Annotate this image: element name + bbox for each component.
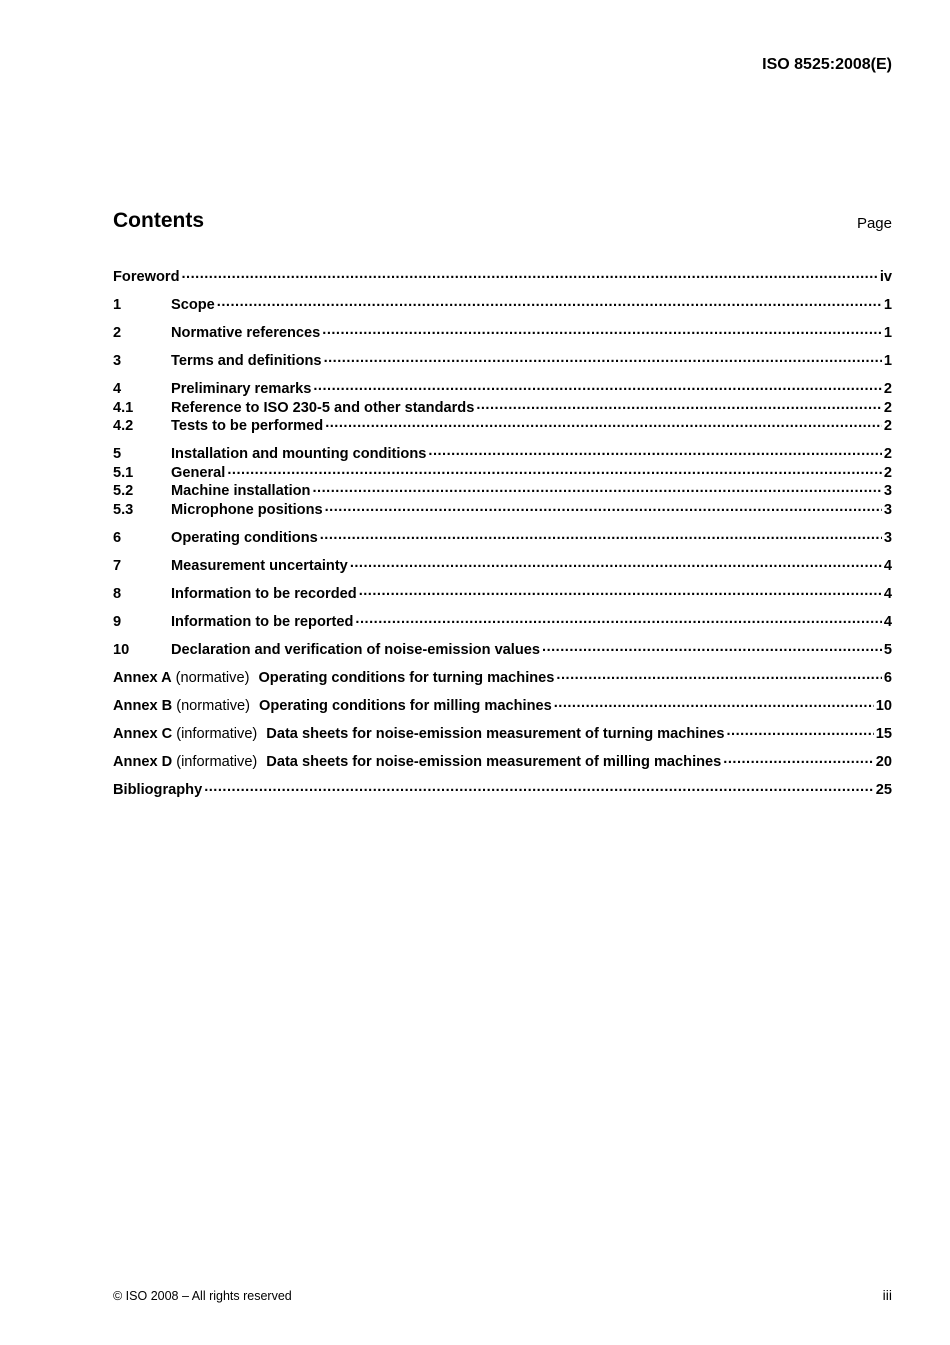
toc-entry[interactable] (113, 417, 892, 436)
toc-entry[interactable] (113, 324, 892, 343)
toc-entry-title: Declaration and verification of noise-emission values (171, 641, 541, 658)
toc-entry[interactable] (113, 268, 892, 287)
toc-entry[interactable] (113, 445, 892, 464)
toc-dot-leader (723, 753, 873, 772)
toc-entry-title: Operating conditions (171, 529, 318, 546)
annex-page: 6 (883, 669, 892, 686)
toc-dot-leader (554, 697, 874, 716)
annex-kind: (informative) (176, 753, 258, 770)
toc-entry-number: 5.2 (113, 483, 134, 499)
toc-entry-page: 4 (883, 557, 892, 574)
toc-entry-number: 6 (113, 529, 122, 546)
toc-entry-title: Measurement uncertainty (171, 557, 348, 574)
toc-dot-leader (428, 445, 881, 464)
toc-annex-entry[interactable] (113, 697, 892, 716)
annex-label: Annex B (113, 697, 173, 714)
annex-label: Annex D (113, 753, 173, 770)
toc-entry-page: 2 (883, 446, 892, 462)
toc-entry-title: Information to be recorded (171, 585, 357, 602)
toc-entry-title: Machine installation (171, 483, 311, 499)
toc-entry-page: 2 (883, 381, 892, 397)
toc-entry-page: 2 (883, 418, 892, 434)
toc-entry-title: Foreword (113, 269, 180, 285)
annex-page: 10 (875, 697, 892, 714)
toc-entry[interactable] (113, 296, 892, 315)
toc-dot-leader (204, 781, 874, 800)
toc-entry[interactable] (113, 641, 892, 660)
annex-kind: (normative) (175, 669, 250, 686)
annex-title: Data sheets for noise-emission measurement of milling machines (266, 753, 722, 770)
annex-label: Annex C (113, 725, 173, 742)
toc-entry-number: 3 (113, 353, 122, 369)
annex-title: Data sheets for noise-emission measurement of turning machines (266, 725, 725, 742)
toc-dot-leader (313, 380, 882, 399)
toc-entry-title: Tests to be performed (171, 418, 324, 434)
toc-annex-entry[interactable] (113, 725, 892, 744)
toc-dot-leader (325, 417, 882, 436)
page-column-label: Page (856, 215, 892, 232)
footer-page-number: iii (882, 1287, 892, 1303)
toc-entry[interactable] (113, 501, 892, 520)
toc-entry-number: 10 (113, 641, 130, 658)
annex-title: Operating conditions for milling machines (259, 697, 552, 714)
toc-bibliography-entry[interactable] (113, 781, 892, 800)
toc-entry-title: Microphone positions (171, 501, 323, 518)
toc-entry-page: 4 (883, 613, 892, 630)
toc-entry-number: 5.3 (113, 501, 134, 518)
bibliography-title: Bibliography (113, 781, 203, 798)
toc-entry-page: 1 (883, 297, 892, 313)
annex-page: 20 (875, 753, 892, 770)
toc-entry-title: Information to be reported (171, 613, 354, 630)
toc-dot-leader (320, 529, 882, 548)
annex-page: 15 (875, 725, 892, 742)
document-id: ISO 8525:2008(E) (762, 56, 892, 73)
toc-entry-number: 4 (113, 381, 122, 397)
toc-entry-page: 1 (883, 353, 892, 369)
toc-dot-leader (476, 399, 882, 418)
toc-entry-number: 2 (113, 325, 122, 341)
contents-heading: Contents (113, 209, 204, 232)
toc-dot-leader (324, 352, 882, 371)
toc-entry-number: 4.1 (113, 399, 134, 416)
toc-dot-leader (359, 585, 882, 604)
toc-entry-page: iv (879, 269, 892, 285)
toc-entry-number: 5.1 (113, 464, 134, 481)
toc-entry-number: 1 (113, 297, 122, 313)
toc-entry-number: 5 (113, 446, 122, 462)
toc-entry-page: 3 (883, 483, 892, 499)
footer-copyright: © ISO 2008 – All rights reserved (113, 1289, 292, 1303)
toc-entry-title: Reference to ISO 230-5 and other standards (171, 399, 475, 416)
toc-dot-leader (355, 613, 881, 632)
toc-dot-leader (727, 725, 874, 744)
toc-dot-leader (325, 501, 882, 520)
toc-entry[interactable] (113, 557, 892, 576)
toc-dot-leader (217, 296, 882, 315)
toc-entry[interactable] (113, 482, 892, 501)
toc-entry[interactable] (113, 613, 892, 632)
bibliography-page: 25 (875, 781, 892, 798)
toc-dot-leader (227, 464, 882, 483)
toc-dot-leader (542, 641, 882, 660)
toc-entry-title: Installation and mounting conditions (171, 446, 427, 462)
toc-dot-leader (181, 268, 877, 287)
toc-entry-page: 1 (883, 325, 892, 341)
toc-dot-leader (556, 669, 881, 688)
toc-entry-page: 2 (883, 399, 892, 416)
toc-annex-entry[interactable] (113, 669, 892, 688)
annex-kind: (normative) (176, 697, 250, 714)
toc-entry-number: 7 (113, 557, 122, 574)
toc-entry-number: 9 (113, 613, 122, 630)
toc-entry[interactable] (113, 585, 892, 604)
toc-entry[interactable] (113, 399, 892, 418)
toc-entry-title: Terms and definitions (171, 353, 322, 369)
toc-entry-title: Scope (171, 297, 215, 313)
toc-entry-number: 8 (113, 585, 122, 602)
table-of-contents (113, 268, 892, 799)
toc-entry-page: 4 (883, 585, 892, 602)
toc-entry[interactable] (113, 464, 892, 483)
toc-entry-title: Preliminary remarks (171, 381, 312, 397)
toc-entry-number: 4.2 (113, 418, 134, 434)
toc-dot-leader (312, 482, 881, 501)
toc-entry-title: Normative references (171, 325, 321, 341)
annex-label: Annex A (113, 669, 172, 686)
toc-dot-leader (322, 324, 882, 343)
toc-entry[interactable] (113, 529, 892, 548)
toc-entry-page: 3 (883, 529, 892, 546)
toc-entry[interactable] (113, 380, 892, 399)
toc-entry-page: 5 (883, 641, 892, 658)
toc-entry[interactable] (113, 352, 892, 371)
toc-entry-page: 3 (883, 501, 892, 518)
annex-kind: (informative) (176, 725, 258, 742)
toc-dot-leader (350, 557, 882, 576)
toc-annex-entry[interactable] (113, 753, 892, 772)
annex-title: Operating conditions for turning machines (258, 669, 555, 686)
toc-entry-title: General (171, 464, 226, 481)
toc-entry-page: 2 (883, 464, 892, 481)
